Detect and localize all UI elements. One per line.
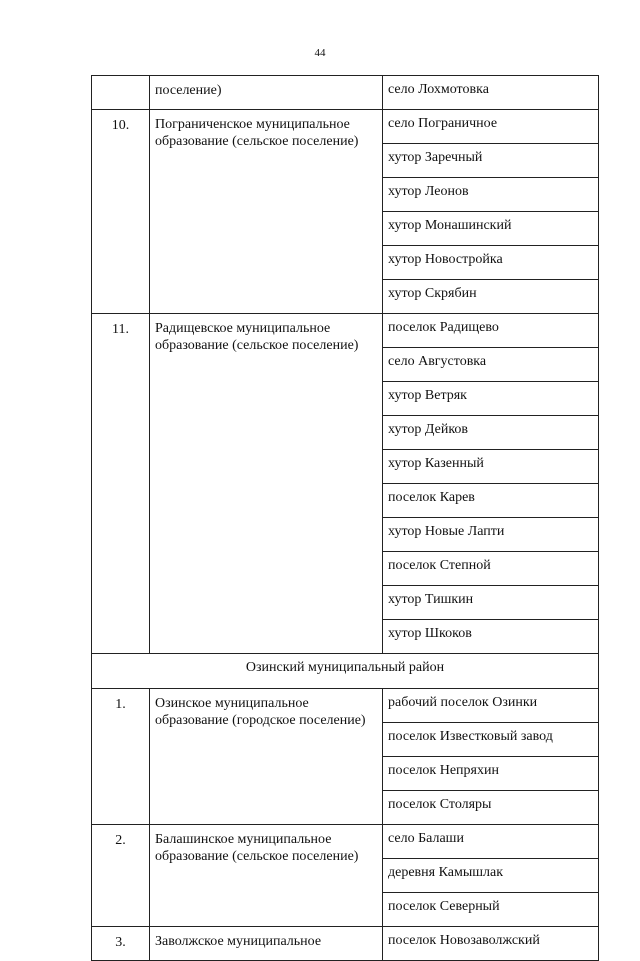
locality-name: село Лохмотовка	[383, 76, 599, 110]
row-number: 1.	[92, 689, 150, 825]
locality-name: рабочий поселок Озинки	[383, 689, 599, 723]
locality-name: поселок Степной	[383, 552, 599, 586]
row-number	[92, 76, 150, 110]
municipality-name: Пограниченское муниципальное образование (сельское поселение)	[150, 110, 383, 314]
page-number: 44	[314, 47, 326, 59]
row-number: 10.	[92, 110, 150, 314]
district-title: Озинский муниципальный район	[92, 654, 599, 689]
locality-name: село Августовка	[383, 348, 599, 382]
locality-name: село Балаши	[383, 825, 599, 859]
municipality-name: поселение)	[150, 76, 383, 110]
locality-name: хутор Леонов	[383, 178, 599, 212]
locality-name: поселок Северный	[383, 893, 599, 927]
table-row	[92, 689, 599, 723]
row-number: 3.	[92, 927, 150, 961]
locality-name: хутор Дейков	[383, 416, 599, 450]
locality-name: деревня Камышлак	[383, 859, 599, 893]
table-body	[92, 76, 599, 961]
locality-name: хутор Казенный	[383, 450, 599, 484]
locality-name: поселок Карев	[383, 484, 599, 518]
locality-name: хутор Шкоков	[383, 620, 599, 654]
locality-name: поселок Новозаволжский	[383, 927, 599, 961]
row-number: 2.	[92, 825, 150, 927]
table-row	[92, 927, 599, 961]
locality-name: хутор Тишкин	[383, 586, 599, 620]
locality-name: поселок Известковый завод	[383, 723, 599, 757]
row-number: 11.	[92, 314, 150, 654]
locality-name: поселок Столяры	[383, 791, 599, 825]
table-row	[92, 314, 599, 348]
locality-name: хутор Новостройка	[383, 246, 599, 280]
locality-name: хутор Ветряк	[383, 382, 599, 416]
locality-name: поселок Непряхин	[383, 757, 599, 791]
settlements-table	[91, 75, 599, 961]
table-row	[92, 110, 599, 144]
municipality-name: Заволжское муниципальное	[150, 927, 383, 961]
municipality-name: Балашинское муниципальное образование (сельское поселение)	[150, 825, 383, 927]
district-header-row	[92, 654, 599, 689]
locality-name: поселок Радищево	[383, 314, 599, 348]
table-row	[92, 76, 599, 110]
locality-name: хутор Заречный	[383, 144, 599, 178]
locality-name: хутор Скрябин	[383, 280, 599, 314]
municipality-name: Озинское муниципальное образование (городское поселение)	[150, 689, 383, 825]
municipality-name: Радищевское муниципальное образование (сельское поселение)	[150, 314, 383, 654]
locality-name: хутор Новые Лапти	[383, 518, 599, 552]
locality-name: хутор Монашинский	[383, 212, 599, 246]
table-row	[92, 825, 599, 859]
locality-name: село Пограничное	[383, 110, 599, 144]
